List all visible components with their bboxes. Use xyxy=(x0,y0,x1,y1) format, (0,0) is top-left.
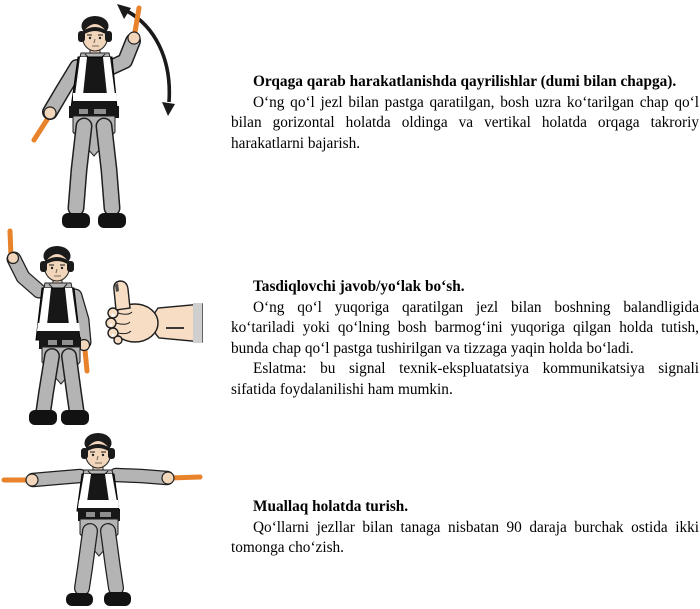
boot xyxy=(98,213,126,228)
section-heading: Muallaq holatda turish. xyxy=(253,498,409,515)
hand xyxy=(128,32,140,44)
section-hover xyxy=(231,497,699,559)
hand xyxy=(44,107,56,119)
hand xyxy=(162,472,174,484)
boot xyxy=(104,592,131,606)
section-heading: Orqaga qarab harakatlanishda qayrilishlar (dumi bilan chapga). xyxy=(253,73,677,90)
section-affirmative xyxy=(231,277,699,401)
marshaller-head xyxy=(81,433,115,468)
boot xyxy=(62,213,90,228)
section-heading: Tasdiqlovchi javob/yo‘lak bo‘sh. xyxy=(253,278,465,295)
marshaller-head xyxy=(78,16,112,51)
section-paragraph: Qo‘llarni jezllar bilan tanaga nisbatan 90 daraja burchak ostida ikki tomonga cho‘zish. xyxy=(231,518,699,557)
section-turn-while-backing xyxy=(231,72,699,154)
marshaller-head xyxy=(40,246,74,281)
hand xyxy=(8,253,19,264)
hand xyxy=(26,474,38,486)
section-paragraph: O‘ng qo‘l jezl bilan pastga qaratilgan, bosh uzra ko‘tarilgan chap qo‘l bilan gorizontal holatda oldinga va vertikal holatda orqaga takroriy harakatlarni bajarish. xyxy=(231,93,699,152)
section-paragraph: O‘ng qo‘l yuqoriga qaratilgan jezl bilan boshning balandligida ko‘tariladi yoki qo‘lning bosh barmog‘ini yuqoriga qilgan holda tutish, bunda chap qo‘l pastga tushirilgan va tizzaga yaqin holda bo‘ladi. xyxy=(231,298,699,357)
marshaller-figure-turn-signal xyxy=(0,0,230,232)
boot xyxy=(66,593,93,606)
thumbs-up-icon xyxy=(106,281,202,344)
wand-icon xyxy=(85,350,87,371)
marshaller-figure-hover xyxy=(0,418,230,609)
section-paragraph: Eslatma: bu signal texnik-ekspluatatsiya kommunikatsiya signali sifatida foydalanilishi ham mumkin. xyxy=(231,360,699,398)
marshaller-figure-affirmative xyxy=(0,228,230,430)
